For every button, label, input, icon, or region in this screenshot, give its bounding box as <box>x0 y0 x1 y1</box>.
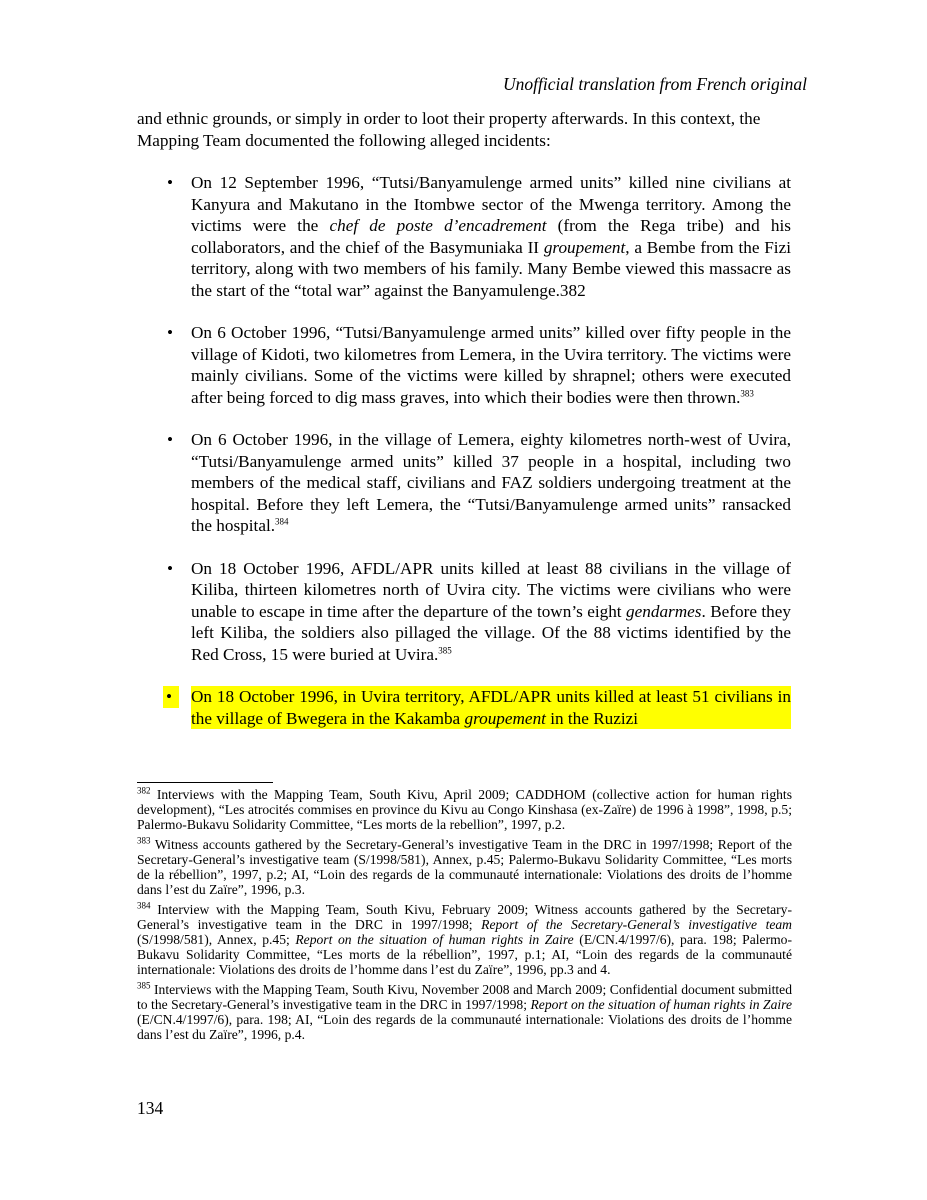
item-text: On 12 September 1996, “Tutsi/Banyamulenge armed units” killed nine civilians at Kanyura and Makutano in the Itombwe sector of the Mwenga territory. Among the victims were the <box>191 173 791 235</box>
page-number: 134 <box>137 1098 164 1118</box>
item-text: . Before they left Kiliba, the soldiers also pillaged the village. Of the 88 victims identified by the Red Cross, 15 were buried at Uvira. <box>191 601 791 664</box>
footnote-text: (E/CN.4/1997/6), para. 198; Palermo-Bukavu Solidarity Committee, “Les morts de la rébellion”, 1997, p.1; AI, “Loin des regards de la communauté internationale: Violations des droits de l’homme dans l’est du Zaïre”, 1996, pp.3 and 4. <box>137 932 793 977</box>
footnote-number: 382 <box>137 785 151 796</box>
item-text: , a Bembe from the Fizi territory, along with two members of his family. Many Bembe viewed this massacre as the start of the “total war” against the Banyamulenge.382 <box>191 237 791 300</box>
footnote-italic: Report on the situation of human rights in Zaire <box>295 932 574 947</box>
item-text: (from the Rega tribe) and his collaborators, and the chief of the Basymuniaka II <box>191 216 791 257</box>
item-text: On 6 October 1996, in the village of Lemera, eighty kilometres north-west of Uvira, “Tutsi/Banyamulenge armed units” killed 37 people in a hospital, including two members of the medical staff, civilians and FAZ soldiers undergoing treatment at the hospital. Before they left Lemera, the “Tutsi/Banyamulenge armed units” ransacked the hospital. <box>191 430 791 535</box>
incident-item <box>167 558 791 666</box>
footnote <box>137 787 792 832</box>
footnote <box>137 837 792 897</box>
item-text: On 6 October 1996, “Tutsi/Banyamulenge armed units” killed over fifty people in the village of Kidoti, two kilometres from Lemera, in the Uvira territory. The victims were mainly civilians. Some of the victims were killed by shrapnel; others were executed after being forced to dig mass graves, into which their bodies were then thrown. <box>191 323 791 407</box>
footnote-ref[interactable]: 383 <box>740 387 754 398</box>
footnote-text: Interviews with the Mapping Team, South Kivu, November 2008 and March 2009; Confidential document submitted to the Secretary-General’s investigative team in the DRC in 1997/1998; <box>137 982 792 1012</box>
footnote-text: Interviews with the Mapping Team, South Kivu, April 2009; CADDHOM (collective action for human rights development), “Les atrocités commises en province du Kivu au Congo Kinshasa (ex-Zaïre) de 1996 à 1998”, 1998, p.5; Palermo-Bukavu Solidarity Committee, “Les morts de la rebellion”, 1997, p.2. <box>137 787 792 832</box>
incident-item <box>167 429 791 537</box>
footnote-text: Witness accounts gathered by the Secretary-General’s investigative Team in the DRC in 1997/1998; Report of the Secretary-General’s investigative team (S/1998/581), Annex, p.45; Palermo-Bukavu Solidarity Committee, “Les morts de la rébellion”, 1997, p.2; AI, “Loin des regards de la communauté internationale: Violations des droits de l’homme dans l’est du Zaïre”, 1996, p.3. <box>137 837 792 897</box>
incident-item <box>167 172 791 301</box>
running-header: Unofficial translation from French original <box>503 74 807 94</box>
item-text: in the Ruzizi <box>545 708 639 728</box>
footnote-italic: Report of the Secretary-General’s investigative team <box>481 917 792 932</box>
footnote <box>137 902 792 977</box>
bullet-icon: • <box>163 686 179 708</box>
footnote-separator <box>137 782 273 783</box>
bullet-icon: • <box>167 430 174 449</box>
footnote-number: 383 <box>137 835 151 846</box>
footnote-number: 384 <box>137 900 151 911</box>
footnote-italic: Report on the situation of human rights in Zaire <box>530 997 792 1012</box>
incident-list <box>0 172 927 750</box>
item-text: On 18 October 1996, in Uvira territory, AFDL/APR units killed at least 51 civilians in the village of Bwegera in the Kakamba <box>191 687 791 728</box>
bullet-icon: • <box>167 323 174 342</box>
item-italic-term: groupement <box>543 237 626 257</box>
bullet-icon: • <box>167 558 174 578</box>
item-text: On 18 October 1996, AFDL/APR units killed at least 88 civilians in the village of Kiliba, thirteen kilometres north of Uvira city. The victims were civilians who were unable to escape in time after the departure of the town’s eight <box>191 558 791 621</box>
footnote-ref[interactable]: 384 <box>275 516 289 527</box>
footnote <box>137 982 792 1042</box>
incident-item-highlighted <box>166 686 791 729</box>
footnote-ref[interactable]: 385 <box>438 644 452 655</box>
item-italic-term: groupement <box>464 708 546 728</box>
intro-paragraph: and ethnic grounds, or simply in order to loot their property afterwards. In this context, the Mapping Team documented the following alleged incidents: <box>137 109 761 150</box>
incident-item <box>167 322 791 408</box>
footnote-text: (E/CN.4/1997/6), para. 198; AI, “Loin des regards de la communauté internationale: Violations des droits de l’homme dans l’est du Zaïre”, 1996, p.4. <box>137 1012 792 1042</box>
item-italic-term: gendarmes <box>626 601 702 621</box>
item-italic-term: chef de poste d’encadrement <box>329 216 547 235</box>
footnote-text: Interview with the Mapping Team, South Kivu, February 2009; Witness accounts gathered by the Secretary-General’s investigative team in the DRC in 1997/1998; <box>137 902 792 932</box>
footnotes <box>137 787 792 1047</box>
footnote-text: (S/1998/581), Annex, p.45; <box>137 932 296 947</box>
bullet-icon: • <box>167 173 174 192</box>
footnote-number: 385 <box>137 980 151 991</box>
